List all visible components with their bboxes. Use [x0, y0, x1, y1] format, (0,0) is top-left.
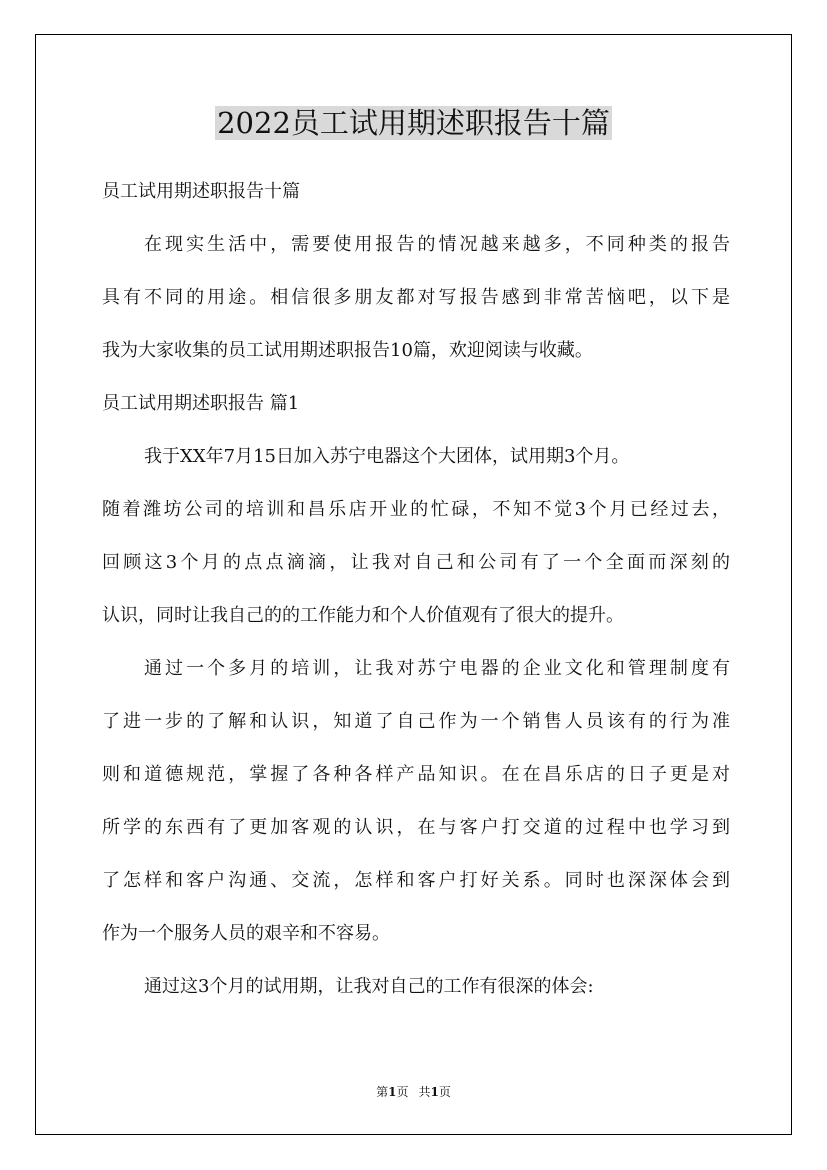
page-footer — [0, 1084, 827, 1100]
text-line: 通过一个多月的培训，让我对苏宁电器的企业文化和管理制度有 — [144, 658, 730, 679]
footer-total-prefix: 共 — [418, 1085, 431, 1099]
text-line: 认识，同时让我自己的的工作能力和个人价值观有了很大的提升。 — [102, 605, 624, 626]
document-title-text: 2022员工试用期述职报告十篇 — [217, 106, 610, 140]
text-line: 员工试用期述职报告 篇1 — [102, 393, 300, 414]
document-body — [102, 165, 730, 1013]
document-title — [0, 103, 827, 143]
footer-total-suffix: 页 — [438, 1085, 451, 1099]
text-line: 具有不同的用途。相信很多朋友都对写报告感到非常苦恼吧，以下是 — [102, 287, 730, 308]
text-line: 在现实生活中，需要使用报告的情况越来越多，不同种类的报告 — [144, 234, 730, 255]
text-line: 回顾这3个月的点点滴滴，让我对自己和公司有了一个全面而深刻的 — [102, 552, 730, 573]
text-line: 作为一个服务人员的艰辛和不容易。 — [102, 923, 390, 944]
text-line: 随着潍坊公司的培训和昌乐店开业的忙碌，不知不觉3个月已经过去， — [102, 499, 730, 520]
footer-total-pages: 1 — [430, 1085, 439, 1099]
text-line: 了进一步的了解和认识，知道了自己作为一个销售人员该有的行为准 — [102, 711, 730, 732]
footer-page-current: 1 — [388, 1085, 397, 1099]
text-line: 员工试用期述职报告十篇 — [102, 181, 300, 202]
footer-page-suffix: 页 — [396, 1085, 409, 1099]
footer-page-prefix: 第 — [376, 1085, 389, 1099]
text-line: 了怎样和客户沟通、交流，怎样和客户打好关系。同时也深深体会到 — [102, 870, 730, 891]
text-line: 我为大家收集的员工试用期述职报告10篇，欢迎阅读与收藏。 — [102, 340, 593, 361]
text-line: 所学的东西有了更加客观的认识，在与客户打交道的过程中也学习到 — [102, 817, 730, 838]
text-line: 通过这3个月的试用期，让我对自己的工作有很深的体会: — [144, 976, 594, 997]
text-line: 我于XX年7月15日加入苏宁电器这个大团体，试用期3个月。 — [144, 446, 630, 467]
text-line: 则和道德规范，掌握了各种各样产品知识。在在昌乐店的日子更是对 — [102, 764, 730, 785]
